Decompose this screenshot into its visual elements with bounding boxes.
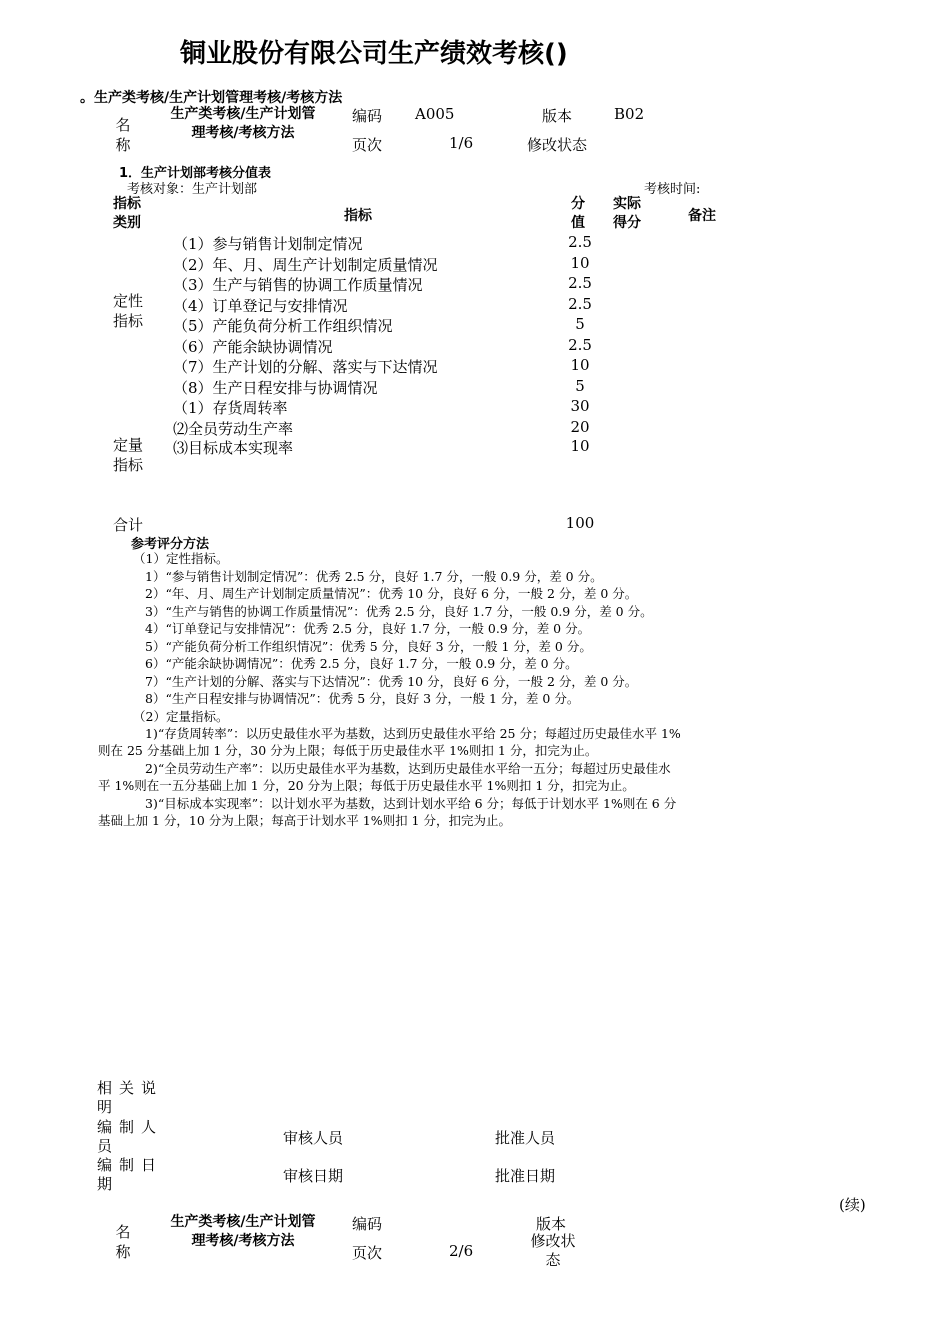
col-score-header: 分值: [571, 196, 585, 231]
score-cell: 10: [570, 254, 590, 272]
indicator-row: （1）参与销售计划制定情况: [173, 235, 363, 253]
assessment-time: 考核时间:: [644, 182, 701, 197]
method-item: 7）“生产计划的分解、落实与下达情况”：优秀 10 分，良好 6 分，一般 2 分，差 0 分。: [145, 674, 638, 689]
col-note-header: 备注: [688, 208, 716, 224]
indicator-row: （8）生产日程安排与协调情况: [173, 379, 378, 397]
score-cell: 10: [570, 437, 590, 455]
method-item: 3)“目标成本实现率”：以计划水平为基数，达到计划水平给 6 分；每低于计划水平 1%则在 6 分: [145, 796, 677, 811]
score-cell: 5: [575, 377, 585, 395]
total-value: 100: [565, 514, 595, 532]
code-label-2: 编码: [352, 1215, 383, 1233]
approver-label: 批准人员: [495, 1129, 556, 1147]
method-item: 8）“生产日程安排与协调情况”：优秀 5 分，良好 3 分，一般 1 分，差 0 分。: [145, 691, 580, 706]
method-item: 1)“存货周转率”：以历史最佳水平为基数，达到历史最佳水平给 25 分；每超过历史最佳水平 1%: [145, 726, 681, 741]
score-cell: 2.5: [568, 295, 592, 313]
page-label-2: 页次: [352, 1244, 383, 1262]
reviewer-label: 审核人员: [283, 1129, 344, 1147]
code-value: A005: [415, 105, 455, 123]
editor-label: 编制人员: [97, 1118, 164, 1155]
table-heading: 1．生产计划部考核分值表: [119, 166, 272, 181]
indicator-row: （2）年、月、周生产计划制定质量情况: [173, 256, 438, 274]
page-value: 1/6: [449, 134, 474, 152]
version-label-2: 版本: [536, 1215, 567, 1233]
continued-label: (续): [839, 1196, 866, 1214]
score-cell: 2.5: [568, 274, 592, 292]
indicator-row: （1）存货周转率: [173, 399, 288, 417]
revision-label-2: 修改状态: [530, 1232, 576, 1269]
col-indicator-header: 指标: [344, 208, 372, 224]
score-cell: 2.5: [568, 233, 592, 251]
score-cell: 30: [570, 397, 590, 415]
name-value-2: 生产类考核/生产计划管理考核/考核方法: [170, 1214, 316, 1249]
score-cell: 2.5: [568, 336, 592, 354]
score-cell: 20: [570, 418, 590, 436]
indicator-row: （4）订单登记与安排情况: [173, 297, 348, 315]
name-value: 生产类考核/生产计划管理考核/考核方法: [170, 106, 316, 141]
section-heading: 。生产类考核/生产计划管理考核/考核方法: [80, 90, 343, 106]
total-label: 合计: [113, 516, 144, 534]
approve-date-label: 批准日期: [495, 1167, 556, 1185]
edit-date-label: 编制日期: [97, 1156, 164, 1193]
method-item: 4）“订单登记与安排情况”：优秀 2.5 分，良好 1.7 分，一般 0.9 分，差 0 分。: [145, 621, 591, 636]
method-item: 2）“年、月、周生产计划制定质量情况”：优秀 10 分，良好 6 分，一般 2 分，差 0 分。: [145, 586, 638, 601]
method-item: 则在 25 分基础上加 1 分，30 分为上限；每低于历史最佳水平 1%则扣 1 分，扣完为止。: [98, 743, 598, 758]
method-heading: 参考评分方法: [131, 537, 210, 552]
page-label: 页次: [352, 136, 383, 154]
version-label: 版本: [542, 107, 573, 125]
assessment-target: 考核对象：生产计划部: [127, 182, 258, 197]
indicator-row: ⑵全员劳动生产率: [173, 420, 294, 438]
code-label: 编码: [352, 107, 383, 125]
indicator-row: ⑶目标成本实现率: [173, 439, 294, 457]
method-item: 2)“全员劳动生产率”：以历史最佳水平为基数，达到历史最佳水平给一五分；每超过历史最佳水: [145, 761, 671, 776]
name-label-2: 名称: [115, 1223, 131, 1261]
page-value-2: 2/6: [449, 1242, 474, 1260]
document-title: 铜业股份有限公司生产绩效考核(): [180, 39, 568, 69]
score-cell: 10: [570, 356, 590, 374]
col-actual-header: 实际得分: [613, 196, 641, 231]
version-value: B02: [614, 105, 645, 123]
indicator-row: （7）生产计划的分解、落实与下达情况: [173, 358, 438, 376]
quantitative-heading: （2）定量指标。: [133, 709, 229, 724]
indicator-row: （3）生产与销售的协调工作质量情况: [173, 276, 423, 294]
revision-label: 修改状态: [527, 136, 588, 154]
method-item: 5）“产能负荷分析工作组织情况”：优秀 5 分，良好 3 分，一般 1 分，差 0 分。: [145, 639, 592, 654]
method-item: 基础上加 1 分，10 分为上限；每高于计划水平 1%则扣 1 分，扣完为止。: [98, 813, 511, 828]
method-item: 1）“参与销售计划制定情况”：优秀 2.5 分，良好 1.7 分，一般 0.9 分，差 0 分。: [145, 569, 603, 584]
col-category-header: 指标类别: [113, 196, 141, 231]
name-label: 名称: [115, 116, 131, 154]
qualitative-heading: （1）定性指标。: [133, 551, 229, 566]
related-notes-label: 相关说明: [97, 1079, 164, 1116]
quantitative-category: 定量指标: [113, 436, 144, 474]
indicator-row: （5）产能负荷分析工作组织情况: [173, 317, 393, 335]
review-date-label: 审核日期: [283, 1167, 344, 1185]
score-cell: 5: [575, 315, 585, 333]
indicator-row: （6）产能余缺协调情况: [173, 338, 333, 356]
qualitative-category: 定性指标: [113, 292, 144, 330]
method-item: 3）“生产与销售的协调工作质量情况”：优秀 2.5 分，良好 1.7 分，一般 0.9 分，差 0 分。: [145, 604, 653, 619]
method-item: 6）“产能余缺协调情况”：优秀 2.5 分，良好 1.7 分，一般 0.9 分，差 0 分。: [145, 656, 578, 671]
method-item: 平 1%则在一五分基础上加 1 分，20 分为上限；每低于历史最佳水平 1%则扣 1 分，扣完为止。: [98, 778, 635, 793]
